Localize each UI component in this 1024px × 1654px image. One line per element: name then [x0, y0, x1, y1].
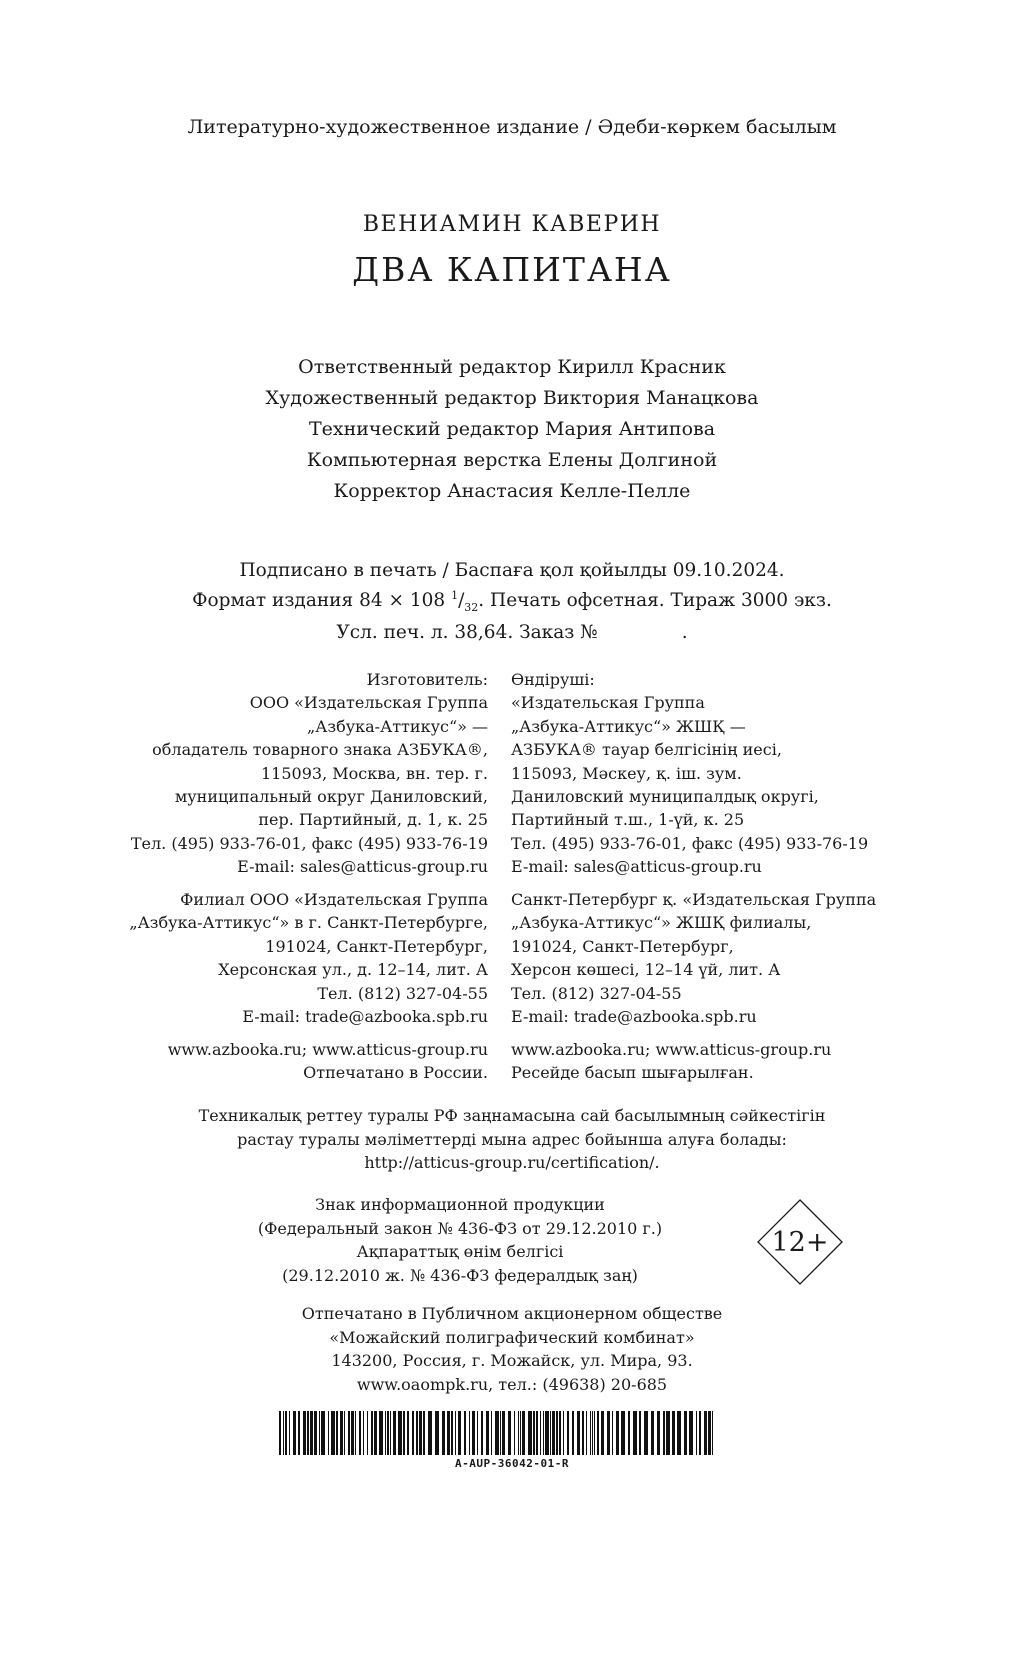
- text-line: «Можайский полиграфический комбинат»: [329, 1327, 695, 1347]
- text-line: Партийный т.ш., 1-үй, к. 25: [511, 810, 745, 830]
- barcode-bar: [712, 1411, 713, 1455]
- barcode-bar: [407, 1411, 409, 1455]
- barcode-bar: [677, 1411, 681, 1455]
- barcode-bar: [390, 1411, 391, 1455]
- signed-line: Подписано в печать / Баспаға қол қойылды 09.10.2024.: [239, 560, 785, 581]
- barcode-bar: [455, 1411, 456, 1455]
- barcode-bar: [607, 1411, 610, 1455]
- email-ru: E-mail: sales@atticus-group.ru: [237, 857, 488, 877]
- barcode-bar: [393, 1411, 396, 1455]
- text-line: 115093, Мәскеу, қ. іш. зум.: [511, 763, 742, 783]
- barcode-bar: [344, 1411, 345, 1455]
- text-line: Филиал ООО «Издательская Группа: [180, 890, 488, 909]
- barcode-bar: [289, 1411, 290, 1455]
- barcode-bar: [657, 1411, 660, 1455]
- barcode-bar: [442, 1411, 445, 1455]
- credit-line: Ответственный редактор Кирилл Красник: [298, 356, 726, 378]
- barcode-bar: [520, 1411, 521, 1455]
- barcode-bar: [285, 1411, 287, 1455]
- barcode-bar: [514, 1411, 515, 1455]
- text-line: Ресейде басып шығарылған.: [511, 1063, 754, 1083]
- text-line: пер. Партийный, д. 1, к. 25: [258, 810, 488, 830]
- barcode-bar: [689, 1411, 693, 1455]
- barcode-bar: [477, 1411, 478, 1455]
- branch-kz: [511, 888, 876, 1028]
- barcode-bar: [684, 1411, 687, 1455]
- barcode-bar: [307, 1411, 309, 1455]
- barcode-bar: [577, 1411, 580, 1455]
- barcode-bar: [464, 1411, 466, 1455]
- barcode: [279, 1411, 716, 1455]
- barcode-bar: [628, 1411, 630, 1455]
- barcode-bar: [567, 1411, 569, 1455]
- barcode-bar: [363, 1411, 364, 1455]
- text-line: Херсонская ул., д. 12–14, лит. А: [218, 960, 488, 980]
- barcode-bar: [419, 1411, 422, 1455]
- barcode-bar: [616, 1411, 619, 1455]
- barcode-bar: [451, 1411, 453, 1455]
- barcode-bar: [359, 1411, 361, 1455]
- barcode-bar: [522, 1411, 525, 1455]
- text-line: Даниловский муниципалдық округі,: [511, 787, 819, 807]
- barcode-bar: [633, 1411, 637, 1455]
- format-frac-num: 1: [451, 589, 459, 602]
- barcode-bar: [371, 1411, 373, 1455]
- text-line: Тел. (495) 933-76-01, факс (495) 933-76-19: [511, 833, 869, 853]
- sheets-line: [0, 620, 1024, 645]
- barcode-bar: [348, 1411, 350, 1455]
- barcode-bar: [412, 1411, 414, 1455]
- book-title: ДВА КАПИТАНА: [352, 250, 672, 289]
- barcode-bar: [303, 1411, 306, 1455]
- barcode-bar: [379, 1411, 383, 1455]
- text-line: Херсон көшесі, 12–14 үй, лит. А: [511, 960, 781, 980]
- text-line: Техникалық реттеу туралы РФ заңнамасына сай басылымның сәйкестігін: [198, 1106, 826, 1125]
- format-post: . Печать офсетная. Тираж 3000 экз.: [478, 590, 832, 612]
- genre-line: Литературно-художественное издание / Әдеби-көркем басылым: [187, 116, 837, 138]
- branch-ru: [129, 888, 488, 1028]
- printed-by-note: [0, 1302, 1024, 1396]
- barcode-bar: [331, 1411, 335, 1455]
- sheets-text: Усл. печ. л. 38,64. Заказ №: [336, 621, 598, 643]
- text-line: Тел. (812) 327-04-55: [511, 983, 682, 1003]
- text-line: „Азбука-Аттикус“» ЖШҚ —: [511, 716, 746, 736]
- barcode-bar: [572, 1411, 574, 1455]
- web-ru: [168, 1038, 488, 1085]
- barcode-bar: [559, 1411, 561, 1455]
- barcode-bar: [540, 1411, 541, 1455]
- barcode-bar: [651, 1411, 654, 1455]
- barcode-bar: [592, 1411, 593, 1455]
- text-line: Знак информационной продукции: [315, 1195, 605, 1214]
- text-line: растау туралы мәліметтерді мына адрес бойынша алуға болады:: [237, 1129, 787, 1149]
- web-kz: [511, 1038, 831, 1085]
- barcode-bar: [314, 1411, 317, 1455]
- text-line: E-mail: trade@azbooka.spb.ru: [511, 1007, 757, 1027]
- manufacturer-ru: [131, 668, 488, 879]
- text-line: Изготовитель:: [366, 670, 488, 689]
- barcode-bar: [708, 1411, 711, 1455]
- text-line: „Азбука-Аттикус“» —: [306, 716, 488, 736]
- certification-note: [0, 1104, 1024, 1175]
- text-line: „Азбука-Аттикус“» в г. Санкт-Петербурге,: [129, 913, 488, 933]
- barcode-bar: [666, 1411, 670, 1455]
- barcode-bar: [367, 1411, 368, 1455]
- barcode-bar: [502, 1411, 505, 1455]
- barcode-bar: [428, 1411, 432, 1455]
- barcode-bar: [387, 1411, 389, 1455]
- barcode-bar: [597, 1411, 599, 1455]
- barcode-bar: [351, 1411, 354, 1455]
- barcode-bar: [612, 1411, 613, 1455]
- barcode-bar: [279, 1411, 281, 1455]
- info-sign-note: [180, 1193, 740, 1287]
- text-line: 115093, Москва, вн. тер. г.: [261, 763, 488, 783]
- barcode-bar: [321, 1411, 325, 1455]
- barcode-bar: [533, 1411, 535, 1455]
- text-line: „Азбука-Аттикус“» ЖШҚ филиалы,: [511, 913, 812, 933]
- barcode-bar: [469, 1411, 470, 1455]
- barcode-bar: [319, 1411, 320, 1455]
- text-line: Ақпараттық өнім белгісі: [356, 1242, 564, 1261]
- barcode-bar: [374, 1411, 377, 1455]
- barcode-bar: [416, 1411, 418, 1455]
- barcode-bar: [528, 1411, 532, 1455]
- email-kz: E-mail: sales@atticus-group.ru: [511, 857, 762, 877]
- text-line: www.azbooka.ru; www.atticus-group.ru: [167, 1040, 488, 1059]
- barcode-bar: [672, 1411, 675, 1455]
- credit-line: Художественный редактор Виктория Манацкова: [265, 387, 759, 409]
- barcode-bar: [435, 1411, 439, 1455]
- barcode-bar: [621, 1411, 625, 1455]
- text-line: муниципальный округ Даниловский,: [174, 787, 488, 807]
- barcode-bar: [355, 1411, 356, 1455]
- text-line: Санкт-Петербург қ. «Издательская Группа: [511, 890, 877, 909]
- print-info: [0, 558, 1024, 645]
- barcode-bar: [336, 1411, 338, 1455]
- barcode-bar: [495, 1411, 499, 1455]
- barcode-bar: [582, 1411, 584, 1455]
- barcode-bar: [293, 1411, 296, 1455]
- text-line: 191024, Санкт-Петербург,: [511, 936, 734, 956]
- barcode-bar: [283, 1411, 284, 1455]
- barcode-bar: [563, 1411, 564, 1455]
- format-frac-den: 32: [464, 600, 479, 614]
- credit-line: Корректор Анастасия Келле-Пелле: [333, 480, 691, 502]
- barcode-bar: [699, 1411, 701, 1455]
- format-line: [0, 583, 1024, 620]
- barcode-bar: [403, 1411, 405, 1455]
- text-line: Отпечатано в Публичном акционерном обществе: [301, 1304, 723, 1323]
- sheets-end: .: [681, 621, 688, 643]
- credit-line: Компьютерная верстка Елены Долгиной: [306, 449, 718, 471]
- barcode-bar: [639, 1411, 641, 1455]
- text-line: Өндіруші:: [511, 670, 595, 689]
- barcode-bar: [447, 1411, 450, 1455]
- barcode-bar: [340, 1411, 343, 1455]
- credits-list: [0, 352, 1024, 507]
- age-rating-text: 12+: [771, 1227, 829, 1258]
- barcode-bar: [458, 1411, 461, 1455]
- text-line: 143200, Россия, г. Можайск, ул. Мира, 93.: [331, 1351, 693, 1370]
- barcode-bar: [552, 1411, 555, 1455]
- text-line: 191024, Санкт-Петербург,: [265, 936, 488, 956]
- text-line: Тел. (495) 933-76-01, факс (495) 933-76-19: [130, 833, 488, 853]
- manufacturer-kz: [511, 668, 868, 879]
- text-line: (29.12.2010 ж. № 436-ФЗ федералдық заң): [282, 1265, 638, 1285]
- credit-line: Технический редактор Мария Антипова: [308, 418, 716, 440]
- barcode-bar: [423, 1411, 425, 1455]
- barcode-bar: [704, 1411, 707, 1455]
- barcode-bar: [536, 1411, 538, 1455]
- barcode-bar: [644, 1411, 648, 1455]
- barcode-bar: [663, 1411, 665, 1455]
- text-line: E-mail: trade@azbooka.spb.ru: [242, 1007, 488, 1027]
- barcode-bar: [500, 1411, 501, 1455]
- author-name: ВЕНИАМИН КАВЕРИН: [362, 212, 662, 237]
- format-frac-sep: /: [458, 590, 465, 612]
- barcode-text: A-AUP-36042-01-R: [455, 1457, 569, 1470]
- barcode-bar: [590, 1411, 591, 1455]
- barcode-bar: [594, 1411, 595, 1455]
- barcode-bar: [472, 1411, 475, 1455]
- barcode-bar: [298, 1411, 300, 1455]
- barcode-bar: [486, 1411, 489, 1455]
- text-line: www.azbooka.ru; www.atticus-group.ru: [511, 1040, 832, 1059]
- barcode-bar: [385, 1411, 386, 1455]
- text-line: (Федеральный закон № 436-ФЗ от 29.12.2010 г.): [257, 1218, 663, 1238]
- certification-url: http://atticus-group.ru/certification/.: [364, 1153, 660, 1172]
- text-line: ООО «Издательская Группа: [249, 693, 488, 713]
- text-line: «Издательская Группа: [511, 693, 705, 713]
- barcode-bar: [328, 1411, 329, 1455]
- barcode-bar: [601, 1411, 604, 1455]
- barcode-bar: [556, 1411, 558, 1455]
- barcode-bar: [543, 1411, 544, 1455]
- barcode-bar: [586, 1411, 587, 1455]
- barcode-bar: [398, 1411, 402, 1455]
- barcode-bar: [518, 1411, 519, 1455]
- barcode-bar: [550, 1411, 551, 1455]
- barcode-bar: [481, 1411, 483, 1455]
- text-line: АЗБУКА® тауар белгісінің иесі,: [511, 740, 782, 760]
- text-line: обладатель товарного знака АЗБУКА®,: [152, 740, 488, 760]
- text-line: Отпечатано в России.: [303, 1063, 488, 1083]
- text-line: Тел. (812) 327-04-55: [317, 983, 488, 1003]
- age-rating-badge: [756, 1198, 844, 1286]
- barcode-bar: [508, 1411, 511, 1455]
- text-line: www.oaompk.ru, тел.: (49638) 20-685: [356, 1374, 668, 1394]
- barcode-bar: [491, 1411, 492, 1455]
- barcode-bar: [310, 1411, 313, 1455]
- format-pre: Формат издания 84 × 108: [192, 590, 452, 612]
- barcode-bar: [545, 1411, 549, 1455]
- barcode-bar: [696, 1411, 697, 1455]
